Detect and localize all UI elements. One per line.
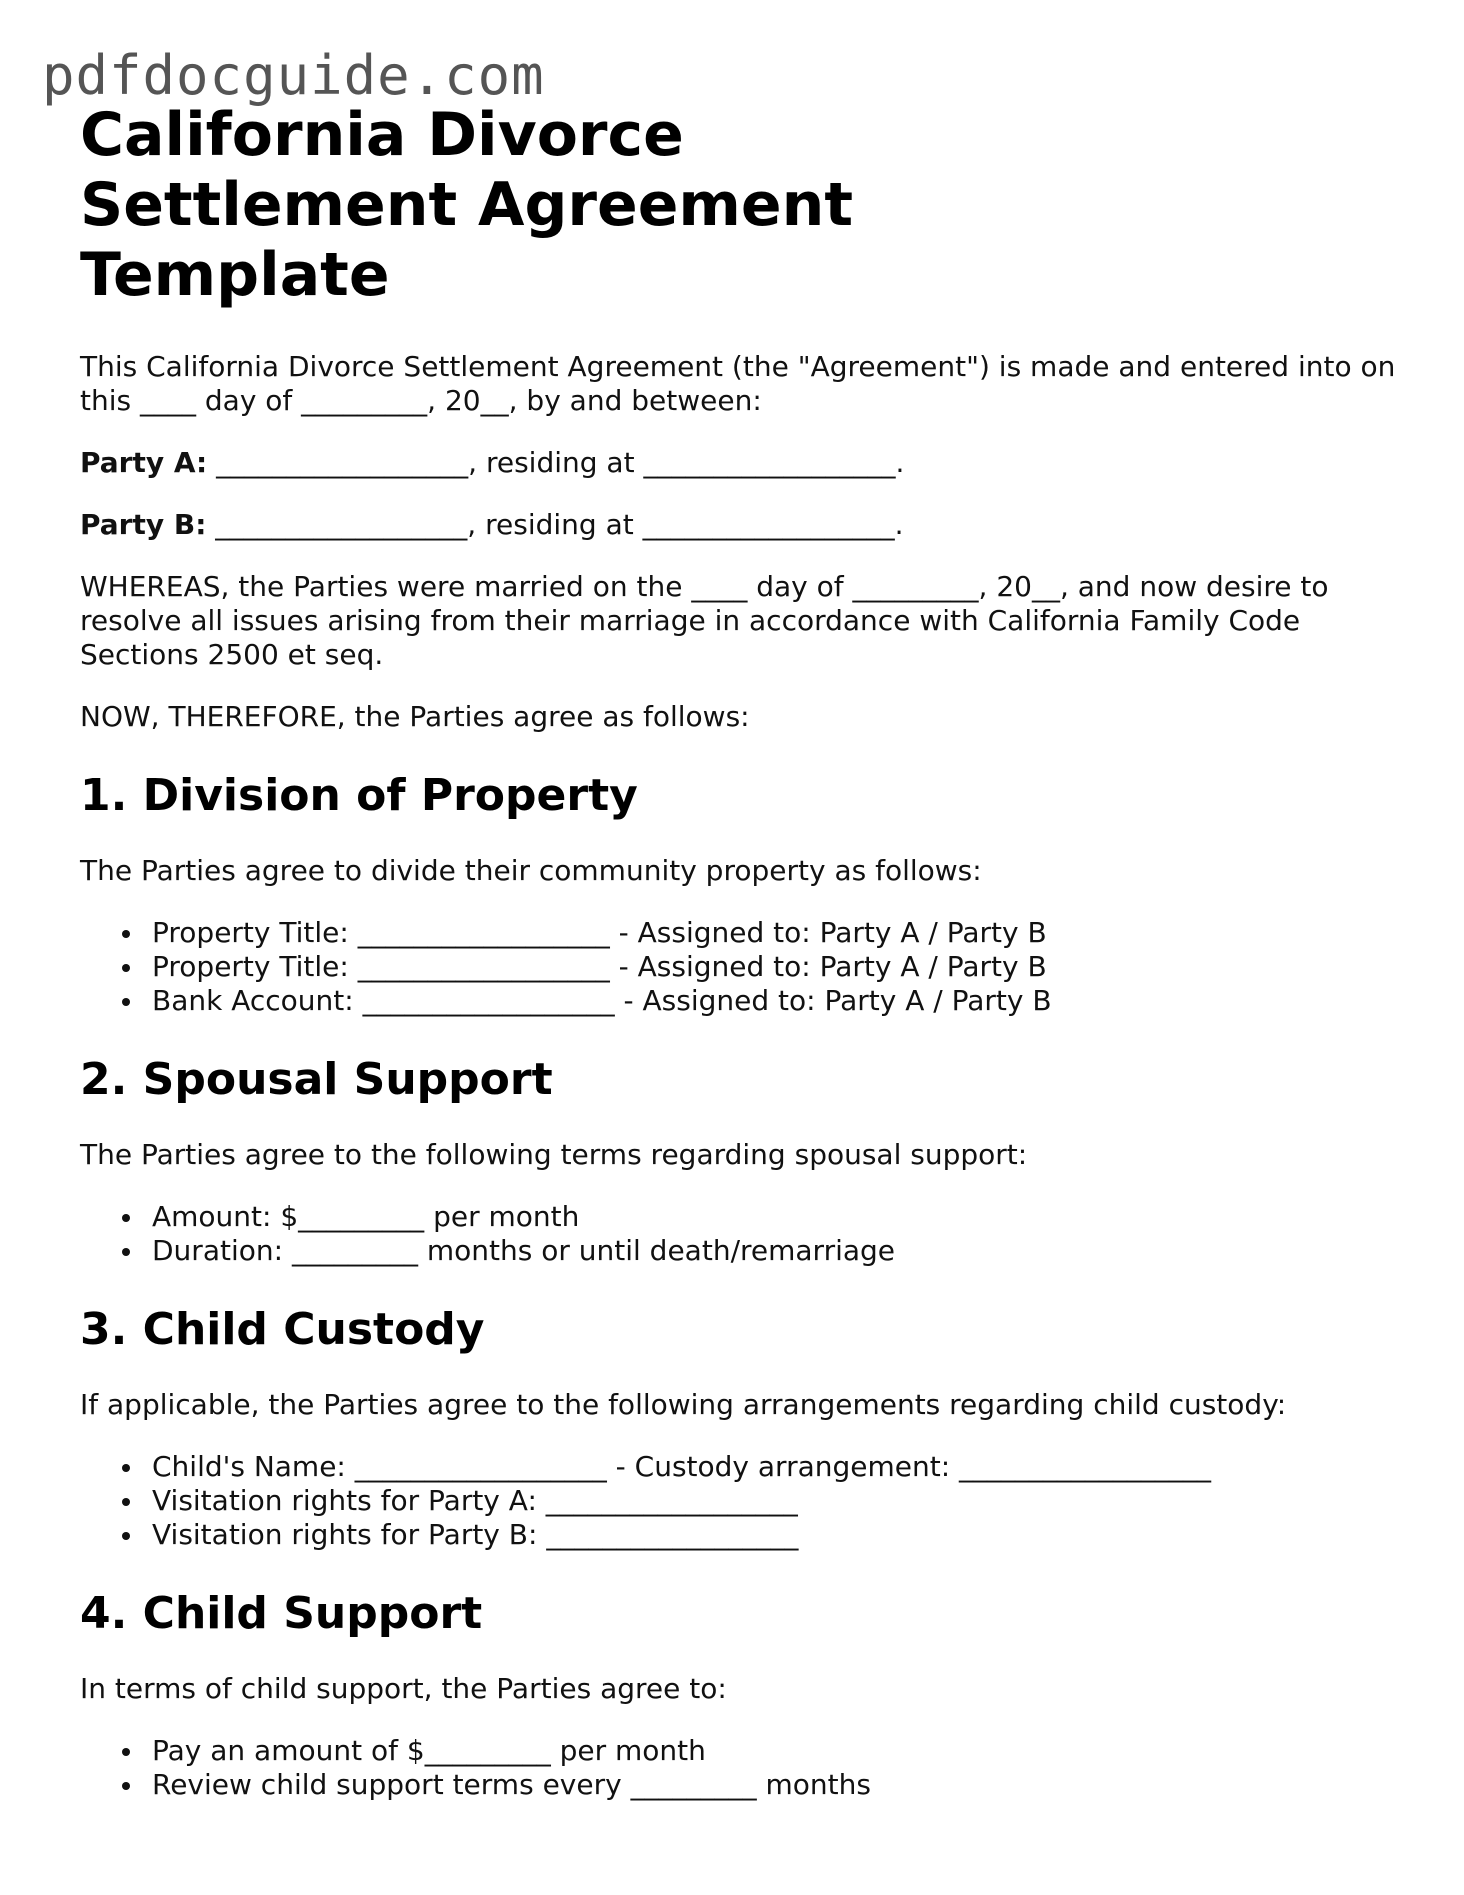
- intro-paragraph: This California Divorce Settlement Agreement (the "Agreement") is made and entered into on this ____ day of _________, 20__, by and between:: [80, 350, 1405, 417]
- list-item: Pay an amount of $_________ per month: [152, 1734, 1400, 1768]
- list-item: Review child support terms every _________ months: [152, 1768, 1400, 1802]
- child-support-list: [80, 1734, 1400, 1802]
- list-item: Visitation rights for Party A: __________________: [152, 1484, 1400, 1518]
- list-item: Duration: _________ months or until death/remarriage: [152, 1234, 1400, 1268]
- watermark: pdfdocguide.com: [42, 44, 545, 107]
- list-item: Property Title: __________________ - Assigned to: Party A / Party B: [152, 950, 1400, 984]
- section-lead-child-support: In terms of child support, the Parties agree to:: [80, 1672, 727, 1705]
- section-heading-child-support: 4. Child Support: [80, 1588, 483, 1639]
- section-heading-spousal-support: 2. Spousal Support: [80, 1054, 553, 1105]
- list-item: Child's Name: __________________ - Custody arrangement: __________________: [152, 1450, 1400, 1484]
- child-custody-list: [80, 1450, 1400, 1552]
- document-title: California Divorce Settlement Agreement Template: [80, 100, 853, 310]
- party-a-label: Party A:: [80, 446, 208, 479]
- list-item: Bank Account: __________________ - Assigned to: Party A / Party B: [152, 984, 1400, 1018]
- section-lead-spousal-support: The Parties agree to the following terms regarding spousal support:: [80, 1138, 1028, 1171]
- spousal-support-list: [80, 1200, 1400, 1268]
- section-lead-property: The Parties agree to divide their community property as follows:: [80, 854, 982, 887]
- document-page: [80, 100, 1405, 1802]
- now-therefore-paragraph: NOW, THEREFORE, the Parties agree as follows:: [80, 700, 750, 733]
- party-b-text: __________________, residing at __________________.: [206, 508, 904, 541]
- section-heading-child-custody: 3. Child Custody: [80, 1304, 485, 1355]
- list-item: Visitation rights for Party B: __________________: [152, 1518, 1400, 1552]
- whereas-paragraph: WHEREAS, the Parties were married on the ____ day of _________, 20__, and now desire to resolve all issues arising from their marriage in accordance with California Family Code Sections 2500 et seq.: [80, 570, 1338, 671]
- party-a-line: [80, 446, 1400, 480]
- list-item: Amount: $_________ per month: [152, 1200, 1400, 1234]
- property-list: [80, 916, 1400, 1018]
- section-heading-property: 1. Division of Property: [80, 770, 638, 821]
- party-b-label: Party B:: [80, 508, 207, 541]
- party-b-line: [80, 508, 1400, 542]
- section-lead-child-custody: If applicable, the Parties agree to the following arrangements regarding child custody:: [80, 1388, 1287, 1421]
- list-item: Property Title: __________________ - Assigned to: Party A / Party B: [152, 916, 1400, 950]
- party-a-text: __________________, residing at __________________.: [207, 446, 905, 479]
